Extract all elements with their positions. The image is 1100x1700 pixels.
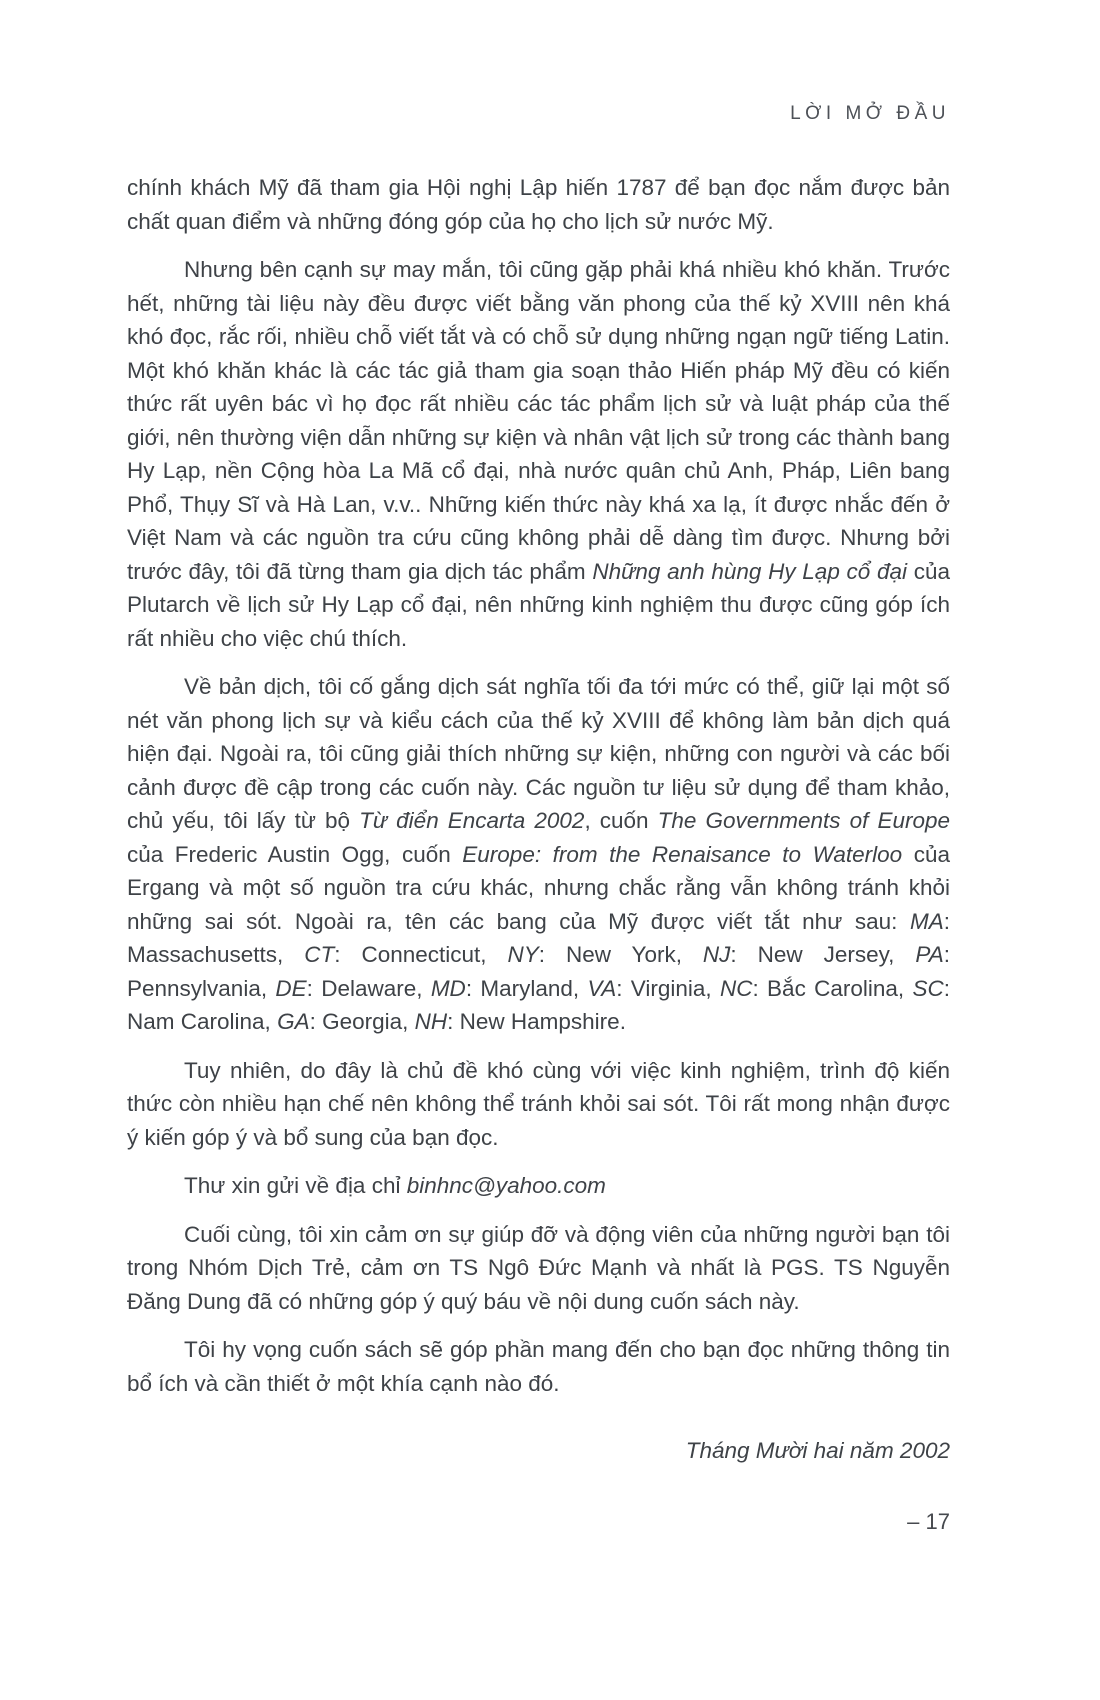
italic-text-run: GA — [277, 1009, 310, 1034]
italic-text-run: binhnc@yahoo.com — [406, 1173, 606, 1198]
italic-text-run: VA — [587, 975, 617, 1001]
text-run: : Maryland, — [465, 975, 588, 1001]
text-run: : Georgia, — [309, 1009, 415, 1034]
text-run: : Delaware, — [306, 975, 431, 1001]
italic-text-run: Những anh hùng Hy Lạp cổ đại — [592, 558, 908, 584]
paragraph — [127, 1039, 950, 1155]
text-run: : Virginia, — [616, 975, 720, 1001]
page-content — [127, 0, 950, 1535]
running-header: LỜI MỞ ĐẦU — [790, 103, 950, 124]
italic-text-run: SC — [912, 975, 944, 1001]
italic-text-run: PA — [915, 942, 944, 967]
italic-text-run: NH — [414, 1009, 448, 1034]
italic-text-run: Europe: from the Renaisance to Waterloo — [462, 841, 903, 867]
body-text — [127, 171, 950, 1400]
paragraph — [127, 1154, 950, 1203]
text-run: : New York, — [538, 942, 703, 967]
text-run: : New Jersey, — [730, 942, 916, 967]
text-run: Về bản dịch, tôi cố gắng dịch sát nghĩa tối đa tới mức có thể, giữ lại một số nét văn phong lịch sự và kiểu cách của thế kỷ XVIII để không làm bản dịch quá hiện đại. Ngoài ra, tôi cũng giải thích những sự kiện, những con người và các bối cảnh được đề cập trong các cuốn này. Các nguồn tư liệu sử dụng để tham khảo, chủ yếu, tôi lấy từ bộ — [127, 674, 950, 833]
italic-text-run: Từ điển Encarta 2002 — [359, 808, 585, 833]
italic-text-run: MD — [430, 975, 466, 1001]
paragraph — [127, 1318, 950, 1400]
text-run: : New Hampshire. — [447, 1009, 626, 1034]
paragraph — [127, 655, 950, 1039]
text-run: của Plutarch về lịch sử Hy Lạp cổ đại, nên những kinh nghiệm thu được cũng góp ích rất nhiều cho việc chú thích. — [127, 558, 951, 651]
text-run: : Bắc Carolina, — [752, 975, 913, 1001]
italic-text-run: NC — [720, 975, 753, 1001]
italic-text-run: The Governments of Europe — [657, 808, 950, 833]
text-run: : Connecticut, — [334, 942, 508, 967]
text-run: : Massachusetts, — [127, 908, 950, 967]
date-signature: Tháng Mười hai năm 2002 — [685, 1438, 950, 1463]
text-run: : Nam Carolina, — [127, 975, 951, 1034]
paragraph — [127, 238, 950, 655]
text-run: Nhưng bên cạnh sự may mắn, tôi cũng gặp phải khá nhiều khó khăn. Trước hết, những tài liệu này đều được viết bằng văn phong của thế kỷ XVIII nên khá khó đọc, rắc rối, nhiều chỗ viết tắt và có chỗ sử dụng những ngạn ngữ tiếng Latin. Một khó khăn khác là các tác giả tham gia soạn thảo Hiến pháp Mỹ đều có kiến thức rất uyên bác vì họ đọc rất nhiều các tác phẩm lịch sử và luật pháp của thế giới, nên thường viện dẫn những sự kiện và nhân vật lịch sử trong các thành bang Hy Lạp, nền Cộng hòa La Mã cổ đại, nhà nước quân chủ Anh, Pháp, Liên bang Phổ, Thụy Sĩ và Hà Lan, v.v.. Những kiến thức này khá xa lạ, ít được nhắc đến ở Việt Nam và các nguồn tra cứu cũng không phải dễ dàng tìm được. Nhưng bởi trước đây, tôi đã từng tham gia dịch tác phẩm — [127, 257, 950, 584]
text-run: : Pennsylvania, — [127, 942, 950, 1001]
italic-text-run: DE — [275, 975, 307, 1001]
paragraph — [127, 1203, 950, 1319]
text-run: Thư xin gửi về địa chỉ — [184, 1173, 407, 1198]
text-run: của Frederic Austin Ogg, cuốn — [127, 841, 463, 867]
text-run: của Ergang và một số nguồn tra cứu khác, nhưng chắc rằng vẫn không tránh khỏi những sai sót. Ngoài ra, tên các bang của Mỹ được viết tắt như sau: — [127, 841, 951, 934]
text-run: Cuối cùng, tôi xin cảm ơn sự giúp đỡ và động viên của những người bạn tôi trong Nhóm Dịch Trẻ, cảm ơn TS Ngô Đức Mạnh và nhất là PGS. TS Nguyễn Đăng Dung đã có những góp ý quý báu về nội dung cuốn sách này. — [127, 1221, 950, 1314]
paragraph — [127, 171, 950, 238]
text-run: chính khách Mỹ đã tham gia Hội nghị Lập hiến 1787 để bạn đọc nắm được bản chất quan điểm và những đóng góp của họ cho lịch sử nước Mỹ. — [127, 175, 950, 234]
text-run: Tuy nhiên, do đây là chủ đề khó cùng với việc kinh nghiệm, trình độ kiến thức còn nhiều hạn chế nên không thể tránh khỏi sai sót. Tôi rất mong nhận được ý kiến góp ý và bổ sung của bạn đọc. — [127, 1057, 950, 1150]
italic-text-run: MA — [909, 908, 944, 934]
page-number: – 17 — [907, 1509, 950, 1534]
text-run: Tôi hy vọng cuốn sách sẽ góp phần mang đến cho bạn đọc những thông tin bổ ích và cần thiết ở một khía cạnh nào đó. — [127, 1337, 950, 1396]
italic-text-run: CT — [304, 942, 335, 967]
italic-text-run: NJ — [702, 942, 731, 967]
text-run: , cuốn — [584, 808, 658, 833]
italic-text-run: NY — [507, 942, 539, 967]
